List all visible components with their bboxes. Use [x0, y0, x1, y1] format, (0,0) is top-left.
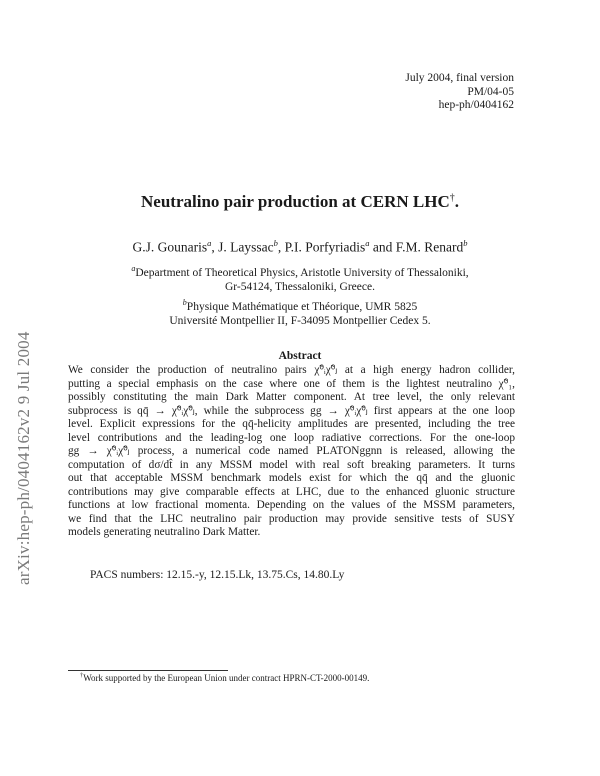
- author-affil-marker: a: [207, 238, 212, 248]
- author-affil-marker: a: [365, 238, 370, 248]
- header-info: [405, 72, 514, 113]
- preprint-id: hep-ph/0404162: [438, 99, 514, 111]
- arxiv-stamp: arXiv:hep-ph/0404162v2 9 Jul 2004: [14, 331, 33, 585]
- pacs-numbers: PACS numbers: 12.15.-y, 12.15.Lk, 13.75.Cs, 14.80.Ly: [90, 569, 345, 581]
- author-separator: ,: [277, 239, 285, 255]
- abstract-line: computation of dσ/dt̂ in any MSSM model with real soft breaking parameters. It turns: [68, 458, 515, 471]
- author: J. Layssac: [218, 239, 274, 255]
- footnote-marker: †: [80, 672, 84, 679]
- author-affil-marker: b: [273, 238, 278, 248]
- author: G.J. Gounaris: [132, 239, 208, 255]
- report-number: PM/04-05: [467, 85, 514, 98]
- title-footnote-marker: †: [449, 192, 455, 204]
- author-separator: and: [369, 239, 396, 255]
- affiliation-marker: a: [131, 264, 136, 273]
- abstract-line: contributions may give comparable effects at LHC, due to the enhanced gluonic structure: [68, 485, 515, 498]
- footnote-text: Work supported by the European Union under contract HPRN-CT-2000-00149.: [83, 673, 370, 683]
- paper-title: [0, 192, 600, 212]
- affiliation-line: $^b$Physique Mathématique et Théorique, UMR 5825: [182, 298, 418, 313]
- abstract-line: level contributions and the leading-log one loop radiative corrections. For the one-loop: [68, 431, 515, 444]
- affiliation-a: [0, 262, 600, 295]
- author-separator: ,: [211, 239, 219, 255]
- title-text: Neutralino pair production at CERN LHC: [141, 192, 450, 211]
- abstract-line: we find that the LHC neutralino pair production may provide sensitive tests of SUSY: [68, 512, 515, 525]
- abstract-body: [68, 364, 515, 540]
- abstract-line: We consider the production of neutralino pairs χ̃⁰ᵢχ̃⁰ⱼ at a high energy hadron collider,: [68, 364, 515, 376]
- date-line: July 2004, final version: [405, 72, 514, 84]
- affiliation-b: [0, 296, 600, 329]
- affiliation-line: Gr-54124, Thessaloniki, Greece.: [225, 281, 375, 294]
- footnote-rule: [68, 670, 228, 671]
- author: P.I. Porfyriadis: [284, 239, 366, 255]
- abstract-line: functions at low fractional momenta. Depending on the values of the MSSM parameters,: [68, 499, 515, 511]
- author-list: [0, 238, 600, 256]
- title-trailing: .: [454, 192, 459, 211]
- affiliation-marker: b: [182, 298, 187, 307]
- abstract-line: level. Explicit expressions for the qq̄-helicity amplitudes are presented, including the tree: [68, 418, 515, 430]
- affiliation-line: Université Montpellier II, F-34095 Montpellier Cedex 5.: [169, 315, 431, 328]
- abstract-line: gg → χ̃⁰ᵢχ̃⁰ⱼ process, a numerical code named PLATONggnn is released, allowing the: [68, 445, 515, 457]
- author: F.M. Renard: [395, 239, 464, 255]
- abstract-line: possibly constituting the main Dark Matter component. At tree level, the only relevant: [68, 391, 515, 403]
- footnote: [80, 672, 369, 683]
- abstract-line: putting a special emphasis on the case where one of them is the lightest neutralino χ̃⁰₁,: [68, 377, 515, 390]
- author-affil-marker: b: [463, 238, 468, 248]
- abstract-line: subprocess is qq̄ → χ̃⁰ᵢχ̃⁰ⱼ, while the subprocess gg → χ̃⁰ᵢχ̃⁰ⱼ first appears at the one loop: [68, 404, 515, 417]
- abstract-line: out that acceptable MSSM benchmark models exist for which the qq̄ and the gluonic: [68, 472, 515, 484]
- abstract-heading: Abstract: [278, 350, 322, 362]
- abstract-line: models generating neutralino Dark Matter.: [68, 526, 261, 538]
- affiliation-line: $^a$Department of Theoretical Physics, Aristotle University of Thessaloniki,: [131, 264, 469, 279]
